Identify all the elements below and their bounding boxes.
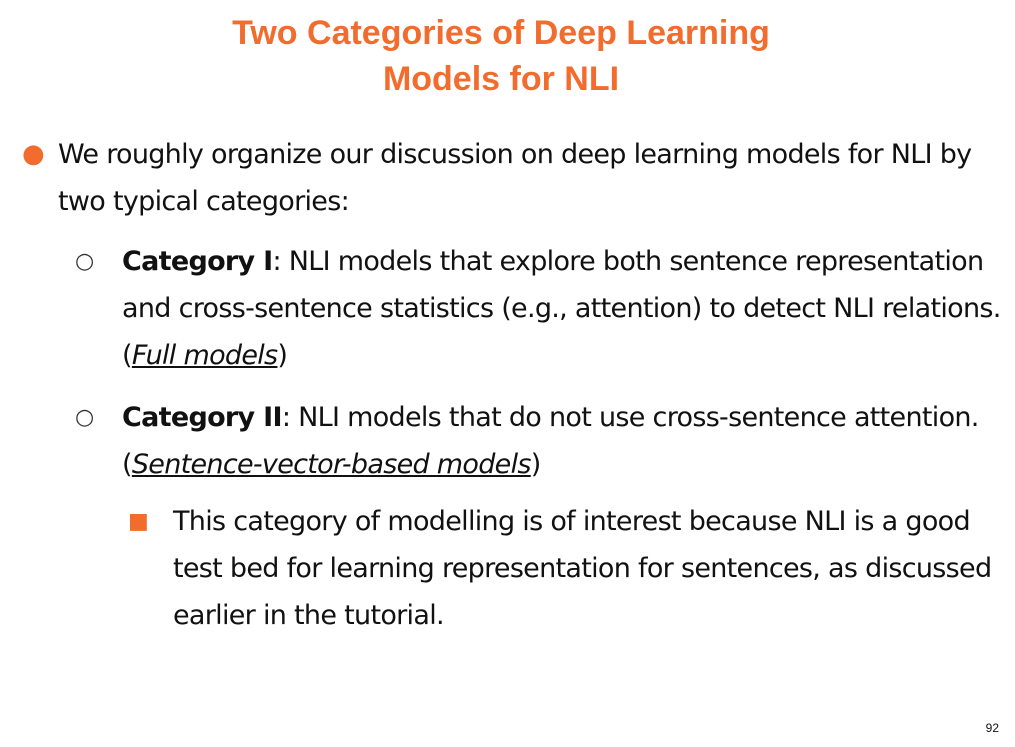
category-1-label: Category I: [122, 246, 273, 277]
category-2-label: Category II: [122, 402, 282, 433]
category-1-emphasis: Full models: [131, 340, 278, 371]
bullet-dot-icon: ●: [22, 139, 44, 169]
category-2-text: [122, 394, 1002, 488]
category-2-close-paren: ): [530, 449, 541, 480]
category-2-emphasis: Sentence-vector-based models: [131, 449, 531, 480]
hollow-circle-bullet-icon: ○: [75, 405, 94, 430]
page-number: 92: [985, 721, 999, 735]
bullet-intro-text: We roughly organize our discussion on deep learning models for NLI by two typical categories:: [58, 139, 972, 217]
category-1-description: : NLI models that explore both sentence representation and cross-sentence statistics (e.g., attention) to detect NLI relations. (: [122, 246, 1001, 371]
category-1-close-paren: ): [277, 340, 288, 371]
hollow-circle-bullet-icon: ○: [75, 249, 94, 274]
category-1-text: [122, 238, 1002, 379]
square-bullet-icon: ■: [128, 509, 149, 534]
slide-title: [0, 10, 1002, 102]
slide-title-line-1: Two Categories of Deep Learning: [232, 14, 770, 52]
category-2-note-text: This category of modelling is of interest because NLI is a good test bed for learning representation for sentences, as discussed earlier in the tutorial.: [173, 506, 992, 631]
category-2-description: : NLI models that do not use cross-sentence attention. (: [122, 402, 979, 480]
slide-title-line-2: Models for NLI: [382, 60, 620, 98]
